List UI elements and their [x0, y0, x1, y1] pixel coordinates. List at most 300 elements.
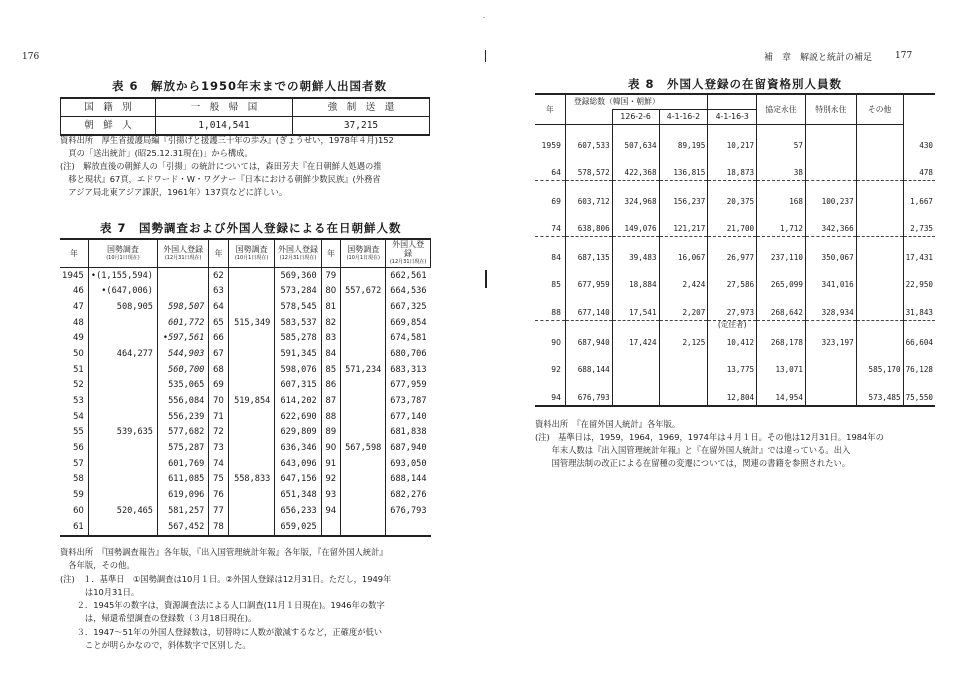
table7-year-cell: 62 [209, 268, 229, 284]
table7-year-cell: 61 [72, 521, 84, 532]
table7-registration-cell: 556,084 [157, 394, 208, 410]
table8-value-cell: 38 [757, 153, 806, 181]
table7-registration-cell: 688,144 [386, 472, 431, 488]
table8-row [535, 333, 935, 350]
table7-census-cell [88, 456, 157, 472]
table8 [535, 93, 935, 407]
running-header: 補 章 解説と統計の補足 [764, 53, 873, 63]
table8-year-cell: 90 [551, 337, 561, 347]
table7-census-cell [341, 268, 386, 284]
note-line: 移と現状』67頁，エドワード・W・ワグナー『日本における朝鮮少数民族』(外務省 [60, 174, 381, 184]
table7-census-cell [228, 346, 274, 362]
table8-value-cell: 16,067 [659, 237, 708, 265]
table8-cell [856, 320, 903, 333]
table7-year-cell: 79 [321, 268, 341, 284]
table8-value-cell: 603,712 [565, 181, 612, 209]
table7-registration-cell: 619,096 [157, 488, 208, 504]
table7-census-cell [228, 441, 274, 457]
table7-year-cell: 53 [72, 396, 84, 407]
table8-value-cell [659, 350, 708, 378]
table7-header-registration: 外国人登録 (12月31日現在) [157, 239, 208, 268]
table8-value-cell: 21,700 [708, 209, 757, 237]
table7-census-cell [88, 472, 157, 488]
table8-value-cell: 20,375 [708, 181, 757, 209]
table7-year-cell: 69 [209, 378, 229, 394]
table7-year-cell: 80 [321, 284, 341, 300]
table7-row [60, 425, 431, 441]
table7-year-cell: 86 [321, 378, 341, 394]
table8-cell [659, 320, 708, 333]
table8-value-cell: 13,775 [708, 350, 757, 378]
table7-registration-cell: 577,682 [157, 425, 208, 441]
table7-census-cell [341, 425, 386, 441]
table7-year-cell: 60 [72, 505, 84, 516]
table8-row [535, 237, 935, 265]
table7-registration-cell: 569,360 [275, 268, 321, 284]
note-line: 資料出所 『国勢調査報告』各年版，『出入国管理統計年報』各年版，『在留外国人統計』 [60, 547, 388, 557]
table7-census-cell [88, 331, 157, 347]
table8-value-cell: 328,934 [805, 292, 856, 320]
table7-registration-cell: 544,903 [157, 346, 208, 362]
table7-registration-cell: 662,561 [386, 268, 431, 284]
table7-registration-cell [386, 519, 431, 536]
table7-census-cell: •(647,006) [88, 284, 157, 300]
table6-header-deported: 強 制 送 還 [293, 98, 430, 117]
table7-registration-cell: 636,346 [275, 441, 321, 457]
table7-registration-cell: 598,076 [275, 362, 321, 378]
table8-value-cell: 478 [903, 153, 935, 181]
table8-value-cell [805, 350, 856, 378]
table7-registration-cell: 573,284 [275, 284, 321, 300]
table8-value-cell: 100,237 [805, 181, 856, 209]
table7-registration-cell: 560,700 [157, 362, 208, 378]
table7-year-cell: 77 [209, 503, 229, 519]
table7-year-cell: 75 [209, 472, 229, 488]
table7-registration-cell: 651,348 [275, 488, 321, 504]
note-line: は，帰還希望調査の登録数（３月18日現在)。 [60, 613, 257, 624]
table7-census-cell [341, 331, 386, 347]
table7-census-cell [88, 362, 157, 378]
table7-census-cell [341, 378, 386, 394]
table7-census-cell [341, 409, 386, 425]
table7-census-cell [88, 315, 157, 331]
table8-value-cell: 350,067 [805, 237, 856, 265]
table7-census-cell [341, 394, 386, 410]
table8-subheader: 特別永住 [805, 94, 856, 125]
table7-year-cell: 81 [321, 299, 341, 315]
table8-year-cell: 84 [551, 252, 561, 262]
table8-value-cell [856, 265, 903, 293]
table7-registration-cell: 614,202 [275, 394, 321, 410]
table7-registration-cell: 629,809 [275, 425, 321, 441]
page-number-left: 176 [22, 52, 40, 62]
note-line: 国管理法制の改正による在留種の変遷については，関連の書籍を参照されたい。 [535, 458, 851, 468]
table8-row [535, 153, 935, 181]
table8-value-cell [856, 153, 903, 181]
table8-row [535, 209, 935, 237]
table7-registration-cell: 601,769 [157, 456, 208, 472]
table8-value-cell [856, 292, 903, 320]
table8-value-cell: 677,140 [565, 292, 612, 320]
table7-registration-cell: 643,096 [275, 456, 321, 472]
table7-year-cell: 90 [321, 441, 341, 457]
table6-title: 表 6 解放から1950年末までの朝鮮人出国者数 [112, 79, 388, 93]
table8-subheader: 126-2-6 [612, 110, 659, 125]
table8-value-cell: 237,110 [757, 237, 806, 265]
table6-value-deported: 37,215 [293, 117, 430, 136]
table8-value-cell: 578,572 [565, 153, 612, 181]
table8-value-cell: 75,550 [903, 377, 935, 406]
table7-census-cell: 558,833 [228, 472, 274, 488]
table7-row [60, 362, 431, 378]
table8-value-cell [805, 153, 856, 181]
table7-header-registration: 外国人登録 (12月31日現在) [386, 239, 431, 268]
table7-census-cell [228, 425, 274, 441]
table8-value-cell [856, 181, 903, 209]
table7-census-cell [228, 299, 274, 315]
table6-value-general: 1,014,541 [156, 117, 293, 136]
table8-value-cell: 10,217 [708, 125, 757, 153]
table8-value-cell: 13,071 [757, 350, 806, 378]
table8-value-cell: 156,237 [659, 181, 708, 209]
table8-value-cell [612, 377, 659, 406]
table7-census-cell [88, 441, 157, 457]
table8-value-cell: 31,843 [903, 292, 935, 320]
table7-year-cell: 89 [321, 425, 341, 441]
table7-year-cell: 92 [321, 472, 341, 488]
table7-header-year: 年 [60, 239, 88, 268]
table8-note-cell: (定住者) [708, 320, 757, 333]
table8-value-cell [805, 377, 856, 406]
note-line: (注) 基準日は，1959，1964，1969，1974年は４月１日。その他は12月31日。1984年の [535, 432, 884, 442]
table8-value-cell: 1,667 [903, 181, 935, 209]
table7-header-registration: 外国人登録 (12月31日現在) [275, 239, 321, 268]
table8-value-cell: 2,207 [659, 292, 708, 320]
table7-year-cell: 51 [72, 364, 84, 375]
table7-census-cell: 571,234 [341, 362, 386, 378]
table7-census-cell [228, 362, 274, 378]
table8-value-cell: 573,485 [856, 377, 903, 406]
table7-year-cell: 58 [72, 474, 84, 485]
table6 [60, 97, 430, 136]
table7-registration-cell: 681,838 [386, 425, 431, 441]
table8-value-cell: 12,804 [708, 377, 757, 406]
table7-registration-cell: 677,959 [386, 378, 431, 394]
table8-value-cell [612, 350, 659, 378]
table7-row [60, 472, 431, 488]
table8-row [535, 265, 935, 293]
table7-row [60, 299, 431, 315]
table8-row [535, 125, 935, 153]
table7-census-cell: 519,854 [228, 394, 274, 410]
note-line: は10月31日。 [60, 586, 140, 597]
table7-year-cell [321, 519, 341, 536]
table7-census-cell [228, 284, 274, 300]
note-line: (注) １．基準日 ①国勢調査は10月１日。②外国人登録は12月31日。ただし，1949年 [60, 573, 392, 584]
table7-row [60, 284, 431, 300]
table8-cell [805, 320, 856, 333]
table7-header-year: 年 [321, 239, 341, 268]
page-number-right: 177 [895, 51, 913, 61]
table6-row [61, 117, 430, 136]
table7-year-cell: 63 [209, 284, 229, 300]
table7-year-cell: 54 [72, 411, 84, 422]
table7-registration-cell [157, 284, 208, 300]
table7-census-cell [341, 299, 386, 315]
table7-row [60, 488, 431, 504]
table7-registration-cell: 676,793 [386, 503, 431, 519]
table7-census-cell: 539,635 [88, 425, 157, 441]
table8-cell [903, 320, 935, 333]
table8-header-year: 年 [535, 94, 565, 125]
table7-registration-cell: 687,940 [386, 441, 431, 457]
table7-registration-cell: 575,287 [157, 441, 208, 457]
table8-subheader: 4-1-16-3 [708, 110, 757, 125]
table7-year-cell: 1945 [62, 270, 84, 281]
table8-year-cell: 1959 [541, 140, 561, 150]
table7-registration-cell: 667,325 [386, 299, 431, 315]
table7-header-census: 国勢調査 (10月1日現在) [341, 239, 386, 268]
gutter-mark: · [483, 14, 486, 22]
table7-year-cell: 93 [321, 488, 341, 504]
note-line: ３．1947〜51年の外国人登録数は，切替時に人数が激減するなど，正確度が低い [60, 626, 383, 637]
table8-value-cell: 2,424 [659, 265, 708, 293]
table7-year-cell: 67 [209, 346, 229, 362]
gutter-mark [485, 270, 487, 288]
table7-year-cell: 68 [209, 362, 229, 378]
table8-value-cell: 677,959 [565, 265, 612, 293]
table7-year-cell: 55 [72, 427, 84, 438]
table7-registration-cell: 601,772 [157, 315, 208, 331]
table7-year-cell: 85 [321, 362, 341, 378]
table7-census-cell: •(1,155,594) [88, 268, 157, 284]
table7-registration-cell: 677,140 [386, 409, 431, 425]
table7-registration-cell: 581,257 [157, 503, 208, 519]
table8-value-cell: 268,178 [757, 333, 806, 350]
table7-census-cell [228, 456, 274, 472]
table8-value-cell: 268,642 [757, 292, 806, 320]
table8-value-cell: 422,368 [612, 153, 659, 181]
table7-year-cell: 87 [321, 394, 341, 410]
note-line: 頁の「送出統計」(昭25.12.31現在)」から構成。 [60, 148, 253, 158]
table7-registration-cell: 556,239 [157, 409, 208, 425]
table7 [60, 238, 431, 537]
table7-row [60, 441, 431, 457]
note-line: ２．1945年の数字は，資源調査法による人口調査(11月１日現在)。1946年の数字 [60, 600, 385, 611]
table8-value-cell [856, 125, 903, 153]
table7-year-cell: 50 [72, 348, 84, 359]
table8-value-cell: 607,533 [565, 125, 612, 153]
table8-header-blank [708, 94, 757, 110]
table6-notes [60, 134, 394, 199]
table7-census-cell: 515,349 [228, 315, 274, 331]
table7-registration-cell: 585,278 [275, 331, 321, 347]
table8-value-cell: 149,076 [612, 209, 659, 237]
table8-cell [757, 320, 806, 333]
table7-census-cell: 520,465 [88, 503, 157, 519]
table7-title: 表 7 国勢調査および外国人登録による在日朝鮮人数 [100, 221, 402, 235]
table8-value-cell [659, 377, 708, 406]
table8-value-cell: 168 [757, 181, 806, 209]
table7-year-cell: 94 [321, 503, 341, 519]
table8-value-cell: 76,128 [903, 350, 935, 378]
table7-registration-cell: 682,276 [386, 488, 431, 504]
table8-value-cell: 14,954 [757, 377, 806, 406]
table7-year-cell: 76 [209, 488, 229, 504]
table8-value-cell: 17,431 [903, 237, 935, 265]
table8-body [535, 125, 935, 406]
table7-registration-cell: 583,537 [275, 315, 321, 331]
table8-header-total: 登録総数（韓国・朝鮮） [565, 94, 707, 110]
table7-census-cell: 508,905 [88, 299, 157, 315]
table7-row [60, 503, 431, 519]
table8-row [535, 181, 935, 209]
table7-census-cell [88, 409, 157, 425]
table7-registration-cell: 607,315 [275, 378, 321, 394]
table7-registration-cell: 656,233 [275, 503, 321, 519]
table7-census-cell [341, 315, 386, 331]
table8-value-cell: 323,197 [805, 333, 856, 350]
table8-row [535, 350, 935, 378]
table7-census-cell: 464,277 [88, 346, 157, 362]
table7-census-cell [88, 378, 157, 394]
table8-value-cell: 27,973 [708, 292, 757, 320]
table7-body [60, 268, 431, 536]
table8-value-cell: 89,195 [659, 125, 708, 153]
table7-census-cell [88, 519, 157, 536]
table7-year-cell: 64 [209, 299, 229, 315]
table8-value-cell: 341,016 [805, 265, 856, 293]
table8-value-cell: 342,366 [805, 209, 856, 237]
table7-year-cell: 46 [72, 286, 84, 297]
table8-value-cell: 136,815 [659, 153, 708, 181]
table7-census-cell [341, 472, 386, 488]
table7-census-cell [228, 268, 274, 284]
table8-cell [612, 320, 659, 333]
table8-value-cell: 17,424 [612, 333, 659, 350]
table8-value-cell: 22,950 [903, 265, 935, 293]
table7-registration-cell: 669,854 [386, 315, 431, 331]
table8-year-cell: 85 [551, 280, 561, 290]
table7-census-cell [341, 519, 386, 536]
gutter-mark [485, 50, 486, 62]
table8-cell [535, 320, 565, 333]
table7-census-cell [228, 488, 274, 504]
table7-row [60, 315, 431, 331]
table7-census-cell [88, 394, 157, 410]
table8-note-row [535, 320, 935, 333]
table7-year-cell: 52 [72, 380, 84, 391]
table8-value-cell [805, 125, 856, 153]
table7-registration-cell: 578,545 [275, 299, 321, 315]
table8-cell [565, 320, 612, 333]
table7-census-cell [228, 519, 274, 536]
table7-census-cell [341, 346, 386, 362]
table7-year-cell: 82 [321, 315, 341, 331]
table7-census-cell [341, 488, 386, 504]
table8-value-cell: 430 [903, 125, 935, 153]
table8-value-cell: 17,541 [612, 292, 659, 320]
note-line: 資料出所 厚生省援護局編『引揚げと援護三十年の歩み』(ぎょうせい，1978年４月)152 [60, 135, 394, 145]
table7-header-year: 年 [209, 239, 229, 268]
table8-value-cell: 10,412 [708, 333, 757, 350]
table8-value-cell: 688,144 [565, 350, 612, 378]
table7-year-cell: 66 [209, 331, 229, 347]
table6-header-general: 一 般 帰 国 [156, 98, 293, 117]
table7-census-cell: 557,672 [341, 284, 386, 300]
table7-registration-cell: 647,156 [275, 472, 321, 488]
table8-value-cell: 265,099 [757, 265, 806, 293]
table8-value-cell: 57 [757, 125, 806, 153]
table8-value-cell: 324,968 [612, 181, 659, 209]
table7-header-row [60, 239, 431, 268]
table8-notes [535, 418, 884, 470]
table8-value-cell: 507,634 [612, 125, 659, 153]
table8-value-cell: 676,793 [565, 377, 612, 406]
table8-year-cell: 74 [535, 209, 565, 237]
table7-registration-cell: 535,065 [157, 378, 208, 394]
table8-year-cell: 69 [551, 196, 561, 206]
table7-row [60, 268, 431, 284]
table7-year-cell: 70 [209, 394, 229, 410]
table7-header-census: 国勢調査 (10月1日現在) [228, 239, 274, 268]
table8-value-cell: 39,483 [612, 237, 659, 265]
table7-census-cell [341, 456, 386, 472]
table8-value-cell [856, 333, 903, 350]
table8-subheader: その他 [856, 94, 903, 125]
table7-registration-cell: 693,050 [386, 456, 431, 472]
table7-year-cell: 56 [72, 443, 84, 454]
table6-header-nationality: 国 籍 別 [61, 98, 156, 117]
table8-value-cell: 121,217 [659, 209, 708, 237]
table7-year-cell: 65 [209, 315, 229, 331]
table8-value-cell: 66,604 [903, 333, 935, 350]
table8-header-row [535, 94, 935, 110]
table8-value-cell: 1,712 [757, 209, 806, 237]
table8-value-cell: 638,806 [565, 209, 612, 237]
table7-registration-cell [157, 268, 208, 284]
table7-row [60, 394, 431, 410]
table8-row [535, 377, 935, 406]
table7-year-cell: 74 [209, 456, 229, 472]
table8-value-cell: 2,735 [903, 209, 935, 237]
table6-row-label: 朝 鮮 人 [61, 117, 156, 136]
table8-year-cell: 64 [535, 153, 565, 181]
table7-year-cell: 49 [72, 333, 84, 344]
table7-year-cell: 71 [209, 409, 229, 425]
table7-year-cell: 48 [72, 317, 84, 328]
table7-row [60, 519, 431, 536]
note-line: 資料出所 『在留外国人統計』各年版。 [535, 419, 681, 429]
table8-year-cell: 88 [535, 292, 565, 320]
table7-registration-cell: 567,452 [157, 519, 208, 536]
table7-registration-cell: 664,536 [386, 284, 431, 300]
table8-value-cell: 26,977 [708, 237, 757, 265]
table8-row [535, 292, 935, 320]
table7-registration-cell: 659,025 [275, 519, 321, 536]
table8-value-cell [856, 209, 903, 237]
table7-row [60, 409, 431, 425]
note-line: (注) 解放直後の朝鮮人の「引揚」の統計については，森田芳夫『在日朝鮮人処遇の推 [60, 161, 382, 171]
right-page [490, 0, 980, 693]
table7-row [60, 456, 431, 472]
table8-value-cell: 18,873 [708, 153, 757, 181]
note-line: アジア局北東アジア課訳，1961年）137頁などに詳しい。 [60, 187, 288, 197]
table8-value-cell [856, 237, 903, 265]
table7-year-cell: 72 [209, 425, 229, 441]
note-line: 年末人数は『出入国管理統計年報』と『在留外国人統計』では違っている。出入 [535, 445, 851, 455]
table7-year-cell: 59 [72, 490, 84, 501]
